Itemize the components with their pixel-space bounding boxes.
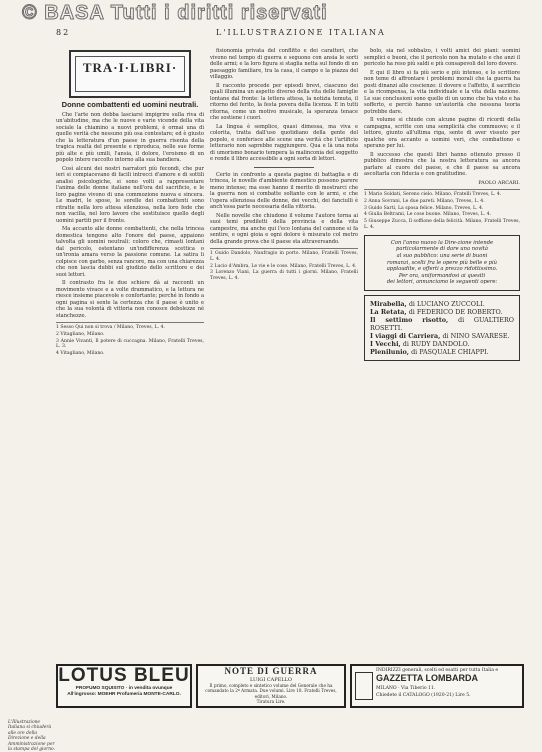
paragraph: fisionomia privata del conflitto e dei caratteri, che vivono nel tempo di guerra e seguono con ansia le sorti delle armi; e la loro figura si staglia netta sul fondo di un paesaggio familiare, tra la casa, il campo e la piazza del villaggio. [210, 48, 358, 80]
paragraph: Il successo che questi libri hanno ottenuto presso il pubblico dimostra che la nostra letteratura sa ancora parlare al cuore del paese, e che il paese sa ancora ascoltarla con fiducia e con gratitudine. [364, 151, 520, 177]
ad-brand: GAZZETTA LOMBARDA [376, 672, 478, 683]
announcement-line: particolarmente di dare una novità [396, 246, 488, 253]
footnotes [56, 322, 204, 357]
footnote: 3 Annie Vivanti, Il potere di cuccagna. Milano, Fratelli Treves, L. 3. [56, 338, 204, 350]
paragraph: Il volume si chiude con alcune pagine di ricordi della campagna, scritte con una semplicità che commuove; e il lettore, giunto all'ultima riga, sente di aver vissuto per qualche ora accanto a uomini veri, che combattono e sperano per lui. [364, 117, 520, 149]
novel-author: di PASQUALE CHIAPPI. [411, 347, 489, 356]
section-divider [254, 167, 314, 168]
paragraph: Il racconto procede per episodi brevi, ciascuno dei quali illumina un aspetto diverso della vita delle famiglie lontane dal fronte: la lettera attesa, la notizia temuta, il ritorno del ferito, la festa povera della licenza. E in tutti ritorna, come un motivo musicale, la speranza tenace che sostiene i cuori. [210, 82, 358, 121]
footnote: 2 Anna Sovrani, Le due pareti. Milano, Treves, L. 4. [364, 198, 485, 204]
ad-text: Il primo, completo e sintetico volume del Generale che ha comandato la 2ª Armata. Due volumi. Lire 18. Fratelli Treves, editori, Milano. [205, 683, 337, 699]
footnotes [210, 248, 358, 282]
novel-title: Plenilunio, [370, 347, 410, 356]
announcement-line: al suo pubblico: una serie di buoni [396, 252, 488, 259]
ad-author: LUIGI CAPELLO [250, 677, 292, 683]
book-icon [355, 672, 373, 700]
list-item [370, 308, 514, 316]
announcement-box [364, 235, 520, 291]
paragraph: bolo, sia nel sobbalzo, i volti amici dei piani: uomini semplici e buoni, che il pericolo non ha mutato e che anzi il pericolo ha reso più saldi e più consapevoli del loro dovere. [364, 48, 520, 67]
novel-author: di LUCIANO ZUCCOLI. [408, 299, 485, 308]
novel-author: di GUALTIERO ROSETTI. [370, 315, 514, 332]
column-3 [364, 48, 520, 638]
paragraph: Nelle novelle che chiudono il volume l'autore torna ai suoi temi prediletti della provincia e della vita campestre, ma anche qui l'eco lontana del cannone si fa sentire, e ogni gioia e ogni dolore è misurato col metro della grande prova che il paese sta attraversando. [210, 212, 358, 245]
column-2 [210, 48, 358, 638]
advertisement-row [56, 664, 520, 706]
ad-line: PROFUMO SQUISITO · in vendita ovunque [75, 686, 173, 691]
novel-title: I viaggi di Carriera, [370, 331, 441, 340]
note-di-guerra-ad [196, 664, 346, 708]
paragraph: Così alcuni dei nostri narratori più fecondi, che pur ieri si compiacevano di facili intrecci d'amore e di sottili analisi psicologiche, si sono volti a rappresentare l'anima delle donne italiane nell'ora del sacrificio, e le loro pagine vivono di una commozione nuova e sincera. Le madri, le spose, le sorelle dei combattenti sono ritratte nella loro attesa silenziosa, nella loro fede che non vacilla, nel loro lavoro che sostituisce quello degli uomini partiti per il fronte. [56, 165, 204, 224]
announcement-line: dei lettori, annunciamo le seguenti opere: [386, 279, 498, 286]
list-item [370, 300, 514, 308]
paragraph: La lingua è semplice, quasi dimessa, ma viva e colorita, tratta dall'uso quotidiano della gente del popolo, e conferisce alle scene una verità che l'artificio letterario non saprebbe raggiungere. Qua e là una nota di umorismo bonario tempera la malinconia del soggetto e rende il libro accessibile a ogni sorta di lettori. [210, 123, 358, 162]
novel-author: di RUDY DANDOLO. [402, 339, 470, 348]
banner-title: TRA·I·LIBRI· [82, 60, 178, 75]
ad-title: NOTE DI GUERRA [224, 666, 318, 676]
announcement-line: romanzi, scelti fra le opere più belle e più [386, 259, 497, 266]
novel-title: Mirabella, [370, 299, 407, 308]
article-title: Donne combattenti ed uomini neutrali. [61, 100, 199, 109]
paragraph: Ma accanto alle donne combattenti, che nella trincea domestica tengono alto l'onore del paese, appaiono talvolta gli uomini neutrali: coloro che, rimasti lontani dal pericolo, ostentano un'indifferenza scettica o un'ironia amara verso la passione comune. La satira li colpisce con garbo, senza rancore, ma con una chiarezza che non lascia dubbi sul giudizio dello scrittore e dei suoi lettori. [56, 226, 204, 278]
list-item [370, 316, 514, 332]
footnote: 4 Giulia Beltrami, Le cose buone. Milano, Treves, L. 4. [364, 212, 492, 218]
author-signature: PAOLO ARCARI. [478, 179, 520, 186]
ad-line: All'ingrosso: MOEHR Profumeria MONTE-CARLO. [67, 692, 181, 697]
footnote: 2 Vitagliano, Milano. [56, 331, 105, 337]
footnotes [364, 189, 520, 231]
footnote: 5 Giuseppe Zucca, Il soffione della felicità. Milano, Fratelli Treves, L. 4. [364, 219, 520, 230]
footnote: 1 Mario Soldati, Sereno cielo. Milano, Fratelli Treves, L. 4. [364, 192, 502, 197]
ad-text: Chiedete il CATALOGO (1920-21) Lire 5. [376, 693, 471, 699]
announcement-line: Con l'anno nuovo la Dire-zione intende [390, 239, 494, 246]
footnote: 3 Lorenzo Viani, La guerra di tutti i giorni. Milano, Fratelli Treves, L. 4. [210, 270, 358, 282]
page-header [56, 28, 520, 40]
gazzetta-lombarda-ad [350, 664, 524, 708]
list-item [370, 332, 514, 340]
novel-title: Il settimo risotto, [370, 315, 449, 324]
footnote: 1 Sesso Qui non si trova / Milano, Treves, L. 4. [56, 325, 165, 330]
ad-text: INDIRIZZI generali, scelti ed esatti per tutta Italia e [376, 668, 499, 673]
ad-brand: LOTUS BLEU [58, 665, 190, 686]
novel-list [364, 295, 520, 361]
novel-title: I Vecchi, [370, 339, 401, 348]
footnote: 1 Guido Dandolo, Naufragio in porto. Milano, Fratelli Treves, L. 4. [210, 251, 358, 262]
watermark: © BASA Tutti i diritti riservati [22, 2, 328, 24]
novel-title: La Retata, [370, 307, 407, 316]
paragraph: E qui il libro si fa più serio e più intenso, e lo scrittore non teme di affrontare i problemi morali che la guerra ha posti dinanzi alle coscienze: il dovere e l'affetto, il sacrificio e la ricompensa, la vita individuale e la vita della nazione. Le sue conclusioni sono quelle di un uomo che ha visto e ha sofferto, e perciò hanno un'autorità che nessuna teoria potrebbe dare. [364, 69, 520, 115]
footnote: 4 Vitagliano, Milano. [56, 351, 105, 357]
ad-text: Tiratura Lire. [256, 698, 286, 704]
announcement-line: Per ora, uniformandosi ai quesiti [398, 272, 486, 279]
footnote: 3 Guido Sarti, La sposa felice. Milano, Treves, L. 4. [364, 205, 484, 211]
paragraph: Il contrasto fra le due schiere dà ai racconti un movimento vivace e a volte drammatico, e la lettura ne riesce insieme piacevole e confortante; perché in fondo a ogni pagina si sente la certezza che il paese è unito e che la sua volontà di vittoria non conosce debolezze né stanchezze. [56, 280, 204, 319]
list-item [370, 348, 514, 356]
paragraph: Che l'arte non debba lasciarsi impigrire sulla riva di un'abitudine, ma che le nuove e varie vicende della vita sociale la chiamino a nuovi problemi, è ormai una di quelle verità che nessuno più osa contestare; ed è giusto che la letteratura d'un paese in guerra risenta della tragica realtà del presente e riproduca, nelle sue forme più alte e più umili, l'ansia, il dolore, l'eroismo di un popolo intero raccolto intorno alla sua bandiera. [56, 111, 204, 163]
lotus-bleu-ad [56, 664, 192, 708]
imprint-note: L'Illustrazione Italiana si chiuderà alle ore della Direzione e della Amministrazione per la stampa del giorno. [8, 720, 55, 752]
page-number: 82 [56, 28, 71, 37]
novel-author: di FEDERICO DE ROBERTO. [408, 307, 503, 316]
tra-i-libri-banner [69, 50, 191, 98]
masthead: L'ILLUSTRAZIONE ITALIANA [216, 28, 386, 37]
paragraph: Certo in confronto a questa pagine di battaglia e di trincea, le novelle d'ambiente domestico possono parere meno intense; ma esse hanno il merito di mostrarci che la guerra non si combatte soltanto con le armi, e che l'opera silenziosa delle donne, dei vecchi, dei fanciulli è anch'essa parte necessaria della vittoria. [210, 171, 358, 210]
ad-text: MILANO · Via Tiberio 11. [376, 685, 436, 691]
novel-author: di NINO SAVARESE. [442, 331, 510, 340]
footnote: 2 Lucio d'Ambra, Le vie e le cose. Milano, Fratelli Treves, L. 4. [210, 263, 357, 269]
list-item [370, 340, 514, 348]
column-1 [56, 48, 204, 638]
announcement-line: applaudite, e offerti a prezzo ridottissimo. [386, 266, 498, 273]
